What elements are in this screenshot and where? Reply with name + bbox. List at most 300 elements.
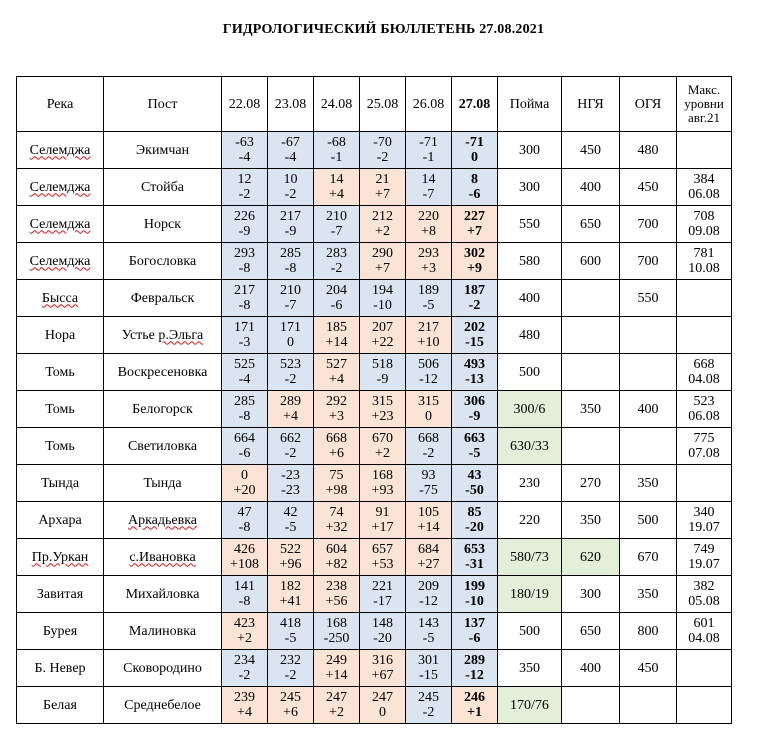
max-level-date: 19.07 (688, 557, 720, 572)
header-post: Пост (104, 77, 222, 132)
post-name (104, 280, 222, 317)
level-change: -50 (465, 483, 484, 498)
level-cell (406, 243, 452, 280)
river-name (17, 576, 104, 613)
ngya-value: 650 (562, 206, 620, 243)
level-change: +20 (233, 483, 256, 498)
ngya-value: 620 (562, 539, 620, 576)
level-cell (360, 243, 406, 280)
level-value: 210 (326, 209, 347, 224)
post-label: Богословка (128, 253, 197, 269)
table-row (17, 169, 732, 206)
level-change: -5 (284, 631, 297, 646)
post-name (104, 391, 222, 428)
level-value: 418 (280, 616, 301, 631)
max-level-cell (677, 206, 732, 243)
level-value: 14 (421, 172, 436, 187)
level-value: 684 (418, 542, 439, 557)
level-cell (314, 576, 360, 613)
max-level-cell (677, 280, 732, 317)
level-cell (268, 169, 314, 206)
level-change: -5 (422, 298, 435, 313)
max-level-cell (677, 354, 732, 391)
level-value: 75 (329, 468, 344, 483)
post-label: Стойба (141, 179, 184, 195)
max-level-date: 04.08 (688, 631, 720, 646)
header-date: 24.08 (314, 77, 360, 132)
max-level-cell (677, 465, 732, 502)
level-cell (406, 576, 452, 613)
river-label: Белая (43, 697, 77, 713)
level-value: 199 (464, 579, 485, 594)
ngya-value (562, 428, 620, 465)
max-level-value: 384 (693, 172, 715, 187)
level-cell (406, 206, 452, 243)
post-name (104, 169, 222, 206)
level-value: 525 (234, 357, 255, 372)
level-change: +2 (375, 446, 390, 461)
max-level-date: 19.07 (688, 520, 720, 535)
level-value: 527 (326, 357, 347, 372)
level-value: 226 (234, 209, 255, 224)
level-value: 522 (280, 542, 301, 557)
level-value: 523 (280, 357, 301, 372)
river-name (17, 317, 104, 354)
level-change: -2 (284, 187, 297, 202)
level-change: 0 (287, 335, 294, 350)
level-cell (268, 613, 314, 650)
max-level-cell (677, 169, 732, 206)
floodplain-value: 630/33 (498, 428, 562, 465)
current-level-cell (452, 539, 498, 576)
level-change: -1 (330, 150, 343, 165)
ngya-value: 350 (562, 502, 620, 539)
level-cell (406, 169, 452, 206)
max-level-date: 05.08 (688, 594, 720, 609)
level-cell (268, 280, 314, 317)
max-level-value: 523 (693, 394, 715, 409)
level-value: 423 (234, 616, 255, 631)
level-cell (268, 650, 314, 687)
max-level-date: 06.08 (688, 187, 720, 202)
level-value: 670 (372, 431, 393, 446)
table-row (17, 576, 732, 613)
level-value: 14 (329, 172, 344, 187)
river-label: Селемджа (29, 179, 91, 195)
river-name (17, 687, 104, 724)
post-label: Светиловка (127, 438, 198, 454)
post-label: Михайловка (125, 586, 200, 602)
level-value: 12 (237, 172, 252, 187)
ogya-value: 550 (620, 280, 677, 317)
level-change: -2 (284, 668, 297, 683)
level-change: -6 (468, 631, 481, 646)
level-value: 207 (372, 320, 393, 335)
post-label: р.Эльга (158, 327, 204, 343)
level-cell (360, 280, 406, 317)
level-change: +14 (325, 668, 348, 683)
max-level-date: 06.08 (688, 409, 720, 424)
level-change: -7 (284, 298, 297, 313)
river-name (17, 243, 104, 280)
level-change: -8 (238, 520, 251, 535)
level-value: -23 (281, 468, 300, 483)
floodplain-value: 180/19 (498, 576, 562, 613)
table-row (17, 650, 732, 687)
level-value: 506 (418, 357, 439, 372)
level-value: 212 (372, 209, 393, 224)
current-level-cell (452, 169, 498, 206)
level-value: 245 (418, 690, 439, 705)
level-change: +14 (417, 520, 440, 535)
level-cell (268, 576, 314, 613)
level-value: 285 (280, 246, 301, 261)
max-level-value: 781 (693, 246, 715, 261)
max-level-cell (677, 391, 732, 428)
river-name (17, 391, 104, 428)
level-cell (314, 317, 360, 354)
max-level-cell (677, 576, 732, 613)
level-cell (222, 243, 268, 280)
ogya-value: 500 (620, 502, 677, 539)
level-cell (360, 206, 406, 243)
level-value: 93 (421, 468, 436, 483)
level-change: +22 (371, 335, 394, 350)
level-value: 8 (471, 172, 478, 187)
table-row (17, 243, 732, 280)
current-level-cell (452, 317, 498, 354)
level-change: -4 (284, 150, 297, 165)
level-value: 292 (326, 394, 347, 409)
level-change: 0 (471, 150, 478, 165)
post-name (104, 539, 222, 576)
ogya-value: 700 (620, 206, 677, 243)
table-header (17, 77, 732, 132)
post-label: Белогорск (132, 401, 193, 417)
level-change: +98 (325, 483, 348, 498)
header-current-date: 27.08 (452, 77, 498, 132)
ogya-value: 700 (620, 243, 677, 280)
level-cell (222, 206, 268, 243)
current-level-cell (452, 465, 498, 502)
level-cell (360, 613, 406, 650)
level-change: +7 (375, 261, 390, 276)
level-change: +4 (283, 409, 298, 424)
level-value: 285 (234, 394, 255, 409)
level-cell (360, 132, 406, 169)
level-change: -23 (281, 483, 300, 498)
level-cell (406, 539, 452, 576)
level-change: -8 (284, 261, 297, 276)
river-name (17, 169, 104, 206)
level-cell (360, 391, 406, 428)
level-cell (222, 502, 268, 539)
ogya-value: 670 (620, 539, 677, 576)
post-name (104, 687, 222, 724)
level-cell (268, 391, 314, 428)
level-cell (406, 613, 452, 650)
river-name (17, 428, 104, 465)
level-value: 227 (464, 209, 485, 224)
level-change: -6 (468, 187, 481, 202)
table-row (17, 428, 732, 465)
floodplain-value: 480 (498, 317, 562, 354)
level-cell (222, 465, 268, 502)
max-level-value: 708 (693, 209, 715, 224)
max-level-cell (677, 428, 732, 465)
post-label: Аркадьевка (127, 512, 198, 528)
level-cell (314, 428, 360, 465)
river-name (17, 502, 104, 539)
header-max-levels: Макс. уровни авг.21 (677, 77, 732, 132)
ogya-value (620, 428, 677, 465)
level-cell (268, 428, 314, 465)
level-value: 210 (280, 283, 301, 298)
level-change: +2 (329, 705, 344, 720)
level-change: +4 (237, 705, 252, 720)
level-value: 168 (372, 468, 393, 483)
level-value: 668 (326, 431, 347, 446)
level-change: -7 (330, 224, 343, 239)
current-level-cell (452, 243, 498, 280)
current-level-cell (452, 132, 498, 169)
level-value: 171 (234, 320, 255, 335)
level-change: 0 (379, 705, 386, 720)
river-name (17, 613, 104, 650)
level-value: 668 (418, 431, 439, 446)
post-name (104, 502, 222, 539)
level-cell (314, 465, 360, 502)
current-level-cell (452, 613, 498, 650)
river-label: Тында (40, 475, 80, 491)
level-value: 289 (464, 653, 485, 668)
level-change: -2 (330, 261, 343, 276)
post-name (104, 428, 222, 465)
current-level-cell (452, 391, 498, 428)
river-name (17, 539, 104, 576)
level-value: 247 (326, 690, 347, 705)
river-label: Пр.Уркан (31, 549, 89, 565)
post-name (104, 576, 222, 613)
level-change: -8 (238, 298, 251, 313)
max-level-value: 340 (693, 505, 715, 520)
level-change: -12 (419, 594, 438, 609)
level-cell (406, 280, 452, 317)
header-river: Река (17, 77, 104, 132)
level-change: -15 (419, 668, 438, 683)
level-change: +4 (329, 187, 344, 202)
ogya-value: 450 (620, 169, 677, 206)
level-value: 316 (372, 653, 393, 668)
max-level-cell (677, 687, 732, 724)
level-change: -12 (465, 668, 484, 683)
post-name (104, 354, 222, 391)
river-name (17, 354, 104, 391)
ogya-value: 480 (620, 132, 677, 169)
river-name (17, 650, 104, 687)
level-change: -2 (238, 187, 251, 202)
level-change: +93 (371, 483, 394, 498)
header-date: 25.08 (360, 77, 406, 132)
level-value: 493 (464, 357, 485, 372)
post-label: с.Ивановка (129, 549, 196, 565)
level-value: -71 (419, 135, 438, 150)
max-level-date: 09.08 (688, 224, 720, 239)
floodplain-value: 500 (498, 354, 562, 391)
level-change: +7 (467, 224, 482, 239)
post-label: Норск (143, 216, 182, 232)
level-change: +1 (467, 705, 482, 720)
level-cell (222, 169, 268, 206)
header-ngya: НГЯ (562, 77, 620, 132)
level-change: +23 (371, 409, 394, 424)
table-row (17, 391, 732, 428)
current-level-cell (452, 502, 498, 539)
level-cell (360, 465, 406, 502)
ngya-value (562, 317, 620, 354)
level-value: 293 (234, 246, 255, 261)
river-label: Томь (45, 438, 75, 454)
level-value: 663 (464, 431, 485, 446)
table-body (17, 132, 732, 724)
level-change: +53 (371, 557, 394, 572)
level-value: 315 (418, 394, 439, 409)
level-change: +4 (329, 372, 344, 387)
level-change: +17 (371, 520, 394, 535)
ngya-value: 350 (562, 391, 620, 428)
floodplain-value: 170/76 (498, 687, 562, 724)
level-cell (268, 539, 314, 576)
current-level-cell (452, 576, 498, 613)
level-cell (314, 391, 360, 428)
ngya-value: 400 (562, 650, 620, 687)
level-value: 238 (326, 579, 347, 594)
level-cell (222, 650, 268, 687)
level-change: -8 (238, 409, 251, 424)
level-cell (360, 539, 406, 576)
level-change: -9 (284, 224, 297, 239)
level-change: -5 (284, 520, 297, 535)
river-name (17, 280, 104, 317)
floodplain-value: 350 (498, 650, 562, 687)
level-value: 245 (280, 690, 301, 705)
level-change: +56 (325, 594, 348, 609)
level-cell (360, 169, 406, 206)
table-row (17, 502, 732, 539)
level-change: -9 (238, 224, 251, 239)
level-value: 189 (418, 283, 439, 298)
level-change: +32 (325, 520, 348, 535)
level-cell (268, 465, 314, 502)
level-change: -4 (238, 372, 251, 387)
level-cell (222, 576, 268, 613)
level-change: -5 (468, 446, 481, 461)
max-level-cell (677, 613, 732, 650)
max-level-cell (677, 502, 732, 539)
level-value: -67 (281, 135, 300, 150)
floodplain-value: 580 (498, 243, 562, 280)
river-label: Томь (45, 364, 75, 380)
post-label: Февральск (130, 290, 195, 306)
header-date: 23.08 (268, 77, 314, 132)
ogya-value: 450 (620, 650, 677, 687)
table-row (17, 465, 732, 502)
river-name (17, 206, 104, 243)
level-value: 289 (280, 394, 301, 409)
level-change: -12 (419, 372, 438, 387)
level-cell (314, 206, 360, 243)
table-row (17, 317, 732, 354)
floodplain-value: 220 (498, 502, 562, 539)
post-name (104, 650, 222, 687)
level-cell (268, 132, 314, 169)
level-value: 85 (467, 505, 482, 520)
level-value: -71 (465, 135, 484, 150)
level-change: -5 (422, 631, 435, 646)
ogya-value (620, 317, 677, 354)
level-change: +27 (417, 557, 440, 572)
level-value: 185 (326, 320, 347, 335)
level-change: -9 (468, 409, 481, 424)
current-level-cell (452, 650, 498, 687)
post-name (104, 465, 222, 502)
river-label: Архара (38, 512, 82, 528)
level-value: 315 (372, 394, 393, 409)
level-value: 217 (418, 320, 439, 335)
level-value: 220 (418, 209, 439, 224)
ngya-value (562, 280, 620, 317)
level-cell (222, 354, 268, 391)
level-value: 21 (375, 172, 390, 187)
level-value: 301 (418, 653, 439, 668)
ngya-value (562, 687, 620, 724)
level-value: 143 (418, 616, 439, 631)
ngya-value: 450 (562, 132, 620, 169)
level-value: 47 (237, 505, 252, 520)
level-cell (314, 354, 360, 391)
ogya-value: 400 (620, 391, 677, 428)
level-cell (268, 502, 314, 539)
level-value: 246 (464, 690, 485, 705)
post-name (104, 243, 222, 280)
level-value: 239 (234, 690, 255, 705)
level-change: +3 (421, 261, 436, 276)
level-value: 91 (375, 505, 390, 520)
level-value: 43 (467, 468, 482, 483)
ogya-value: 350 (620, 465, 677, 502)
level-change: -6 (330, 298, 343, 313)
level-change: +6 (329, 446, 344, 461)
level-cell (222, 687, 268, 724)
level-change: +6 (283, 705, 298, 720)
level-change: -4 (238, 150, 251, 165)
ngya-value: 400 (562, 169, 620, 206)
level-value: 194 (372, 283, 393, 298)
table-row (17, 354, 732, 391)
level-change: +8 (421, 224, 436, 239)
post-label: Устье (121, 327, 159, 343)
level-cell (222, 539, 268, 576)
level-value: 221 (372, 579, 393, 594)
level-cell (406, 428, 452, 465)
post-name (104, 317, 222, 354)
level-value: 247 (372, 690, 393, 705)
level-cell (268, 206, 314, 243)
level-change: -75 (419, 483, 438, 498)
table-row (17, 280, 732, 317)
max-level-cell (677, 317, 732, 354)
level-value: 0 (241, 468, 248, 483)
